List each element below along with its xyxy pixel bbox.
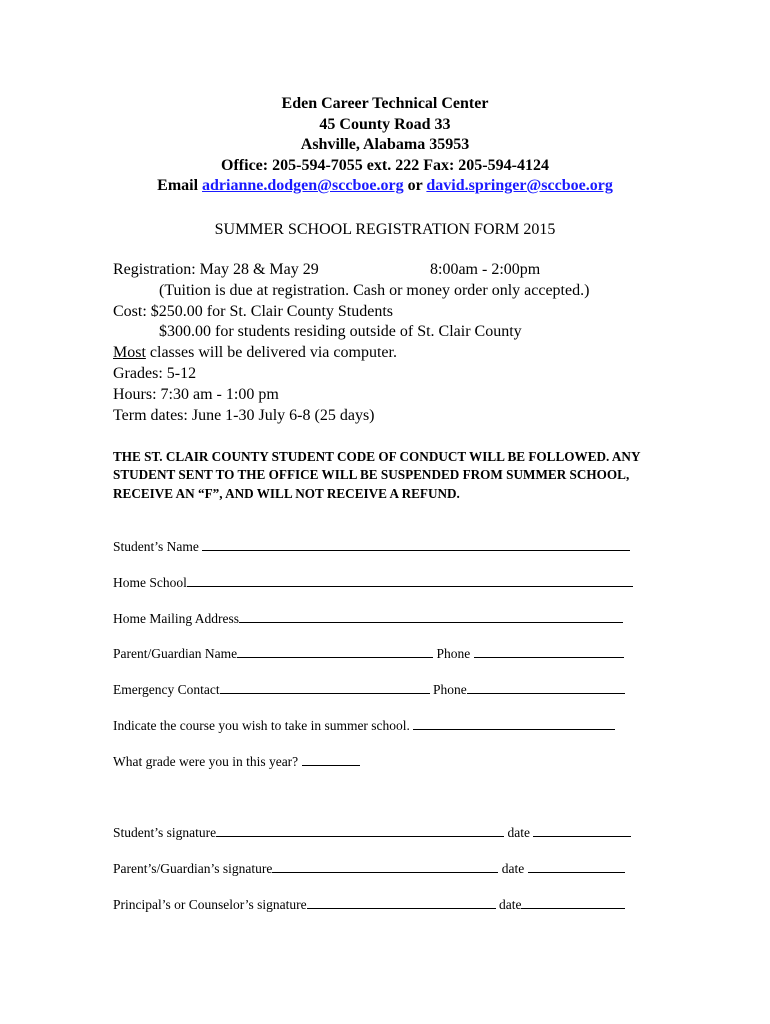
- grade-field[interactable]: [302, 752, 360, 766]
- school-address-line1: 45 County Road 33: [319, 115, 451, 133]
- hours-line: Hours: 7:30 am - 1:00 pm: [113, 385, 279, 403]
- student-signature-label: Student’s signature: [113, 825, 217, 840]
- principal-signature-field[interactable]: [307, 895, 496, 909]
- parent-signature-field[interactable]: [272, 859, 498, 873]
- home-school-field[interactable]: [187, 573, 633, 587]
- course-field[interactable]: [413, 716, 615, 730]
- delivery-line: [113, 343, 713, 364]
- email-link-springer[interactable]: david.springer@sccboe.org: [426, 177, 613, 194]
- school-address-line2: Ashville, Alabama 35953: [300, 136, 470, 153]
- parent-signature-label: Parent’s/Guardian’s signature: [113, 861, 273, 876]
- grade-label: What grade were you in this year?: [113, 754, 299, 769]
- student-name-label: Student’s Name: [113, 539, 199, 554]
- emergency-phone-field[interactable]: [467, 680, 625, 694]
- mailing-address-field[interactable]: [239, 609, 623, 623]
- parent-phone-label: Phone: [436, 646, 471, 661]
- cost-line: Cost: $250.00 for St. Clair County Students: [113, 302, 394, 320]
- parent-date-field[interactable]: [528, 859, 625, 873]
- parent-phone-field[interactable]: [474, 644, 624, 658]
- cost-line-outside: $300.00 for students residing outside of St. Clair County: [159, 323, 522, 341]
- principal-signature-label: Principal’s or Counselor’s signature: [113, 897, 307, 912]
- course-row: [113, 716, 615, 734]
- registration-line: [113, 260, 713, 281]
- principal-date-label: date: [498, 897, 522, 912]
- program-info: [113, 260, 713, 426]
- grade-row: [113, 752, 360, 770]
- emergency-phone-label: Phone: [432, 682, 467, 697]
- emergency-contact-row: [113, 680, 625, 698]
- student-name-row: [113, 537, 630, 555]
- email-line: [0, 176, 770, 197]
- email-label: Email: [157, 177, 199, 194]
- student-date-field[interactable]: [533, 823, 631, 837]
- principal-signature-row: [113, 895, 625, 913]
- student-date-label: date: [507, 825, 530, 840]
- parent-name-label: Parent/Guardian Name: [113, 646, 238, 661]
- home-school-label: Home School: [113, 575, 187, 590]
- grades-line: Grades: 5-12: [113, 364, 197, 382]
- parent-name-row: [113, 644, 624, 662]
- delivery-most: Most: [113, 344, 146, 362]
- tuition-note: (Tuition is due at registration. Cash or money order only accepted.): [159, 281, 590, 299]
- delivery-rest: classes will be delivered via computer.: [145, 344, 397, 362]
- emergency-contact-label: Emergency Contact: [113, 682, 220, 697]
- course-label: Indicate the course you wish to take in summer school.: [113, 718, 410, 733]
- email-or: or: [407, 177, 423, 194]
- parent-date-label: date: [501, 861, 525, 876]
- school-name: Eden Career Technical Center: [281, 95, 489, 112]
- school-header: [0, 94, 770, 197]
- office-phone-fax: Office: 205-594-7055 ext. 222 Fax: 205-594-4124: [221, 156, 549, 174]
- parent-signature-row: [113, 859, 625, 877]
- form-title: SUMMER SCHOOL REGISTRATION FORM 2015: [214, 221, 556, 238]
- principal-date-field[interactable]: [521, 895, 625, 909]
- mailing-address-label: Home Mailing Address: [113, 611, 239, 626]
- term-dates-line: Term dates: June 1-30 July 6-8 (25 days): [113, 406, 375, 424]
- parent-name-field[interactable]: [237, 644, 433, 658]
- student-signature-field[interactable]: [216, 823, 504, 837]
- student-signature-row: [113, 823, 631, 841]
- mailing-address-row: [113, 609, 623, 627]
- emergency-contact-field[interactable]: [220, 680, 430, 694]
- email-link-dodgen[interactable]: adrianne.dodgen@sccboe.org: [202, 177, 404, 194]
- student-name-field[interactable]: [202, 537, 630, 551]
- conduct-notice: THE ST. CLAIR COUNTY STUDENT CODE OF CONDUCT WILL BE FOLLOWED. ANY STUDENT SENT TO THE OFFICE WILL BE SUSPENDED FROM SUMMER SCHOOL, RECEIVE AN “F”, AND WILL NOT RECEIVE A REFUND.: [113, 449, 640, 501]
- home-school-row: [113, 573, 633, 591]
- registration-dates: Registration: May 28 & May 29: [113, 261, 319, 278]
- registration-time: 8:00am - 2:00pm: [430, 261, 541, 278]
